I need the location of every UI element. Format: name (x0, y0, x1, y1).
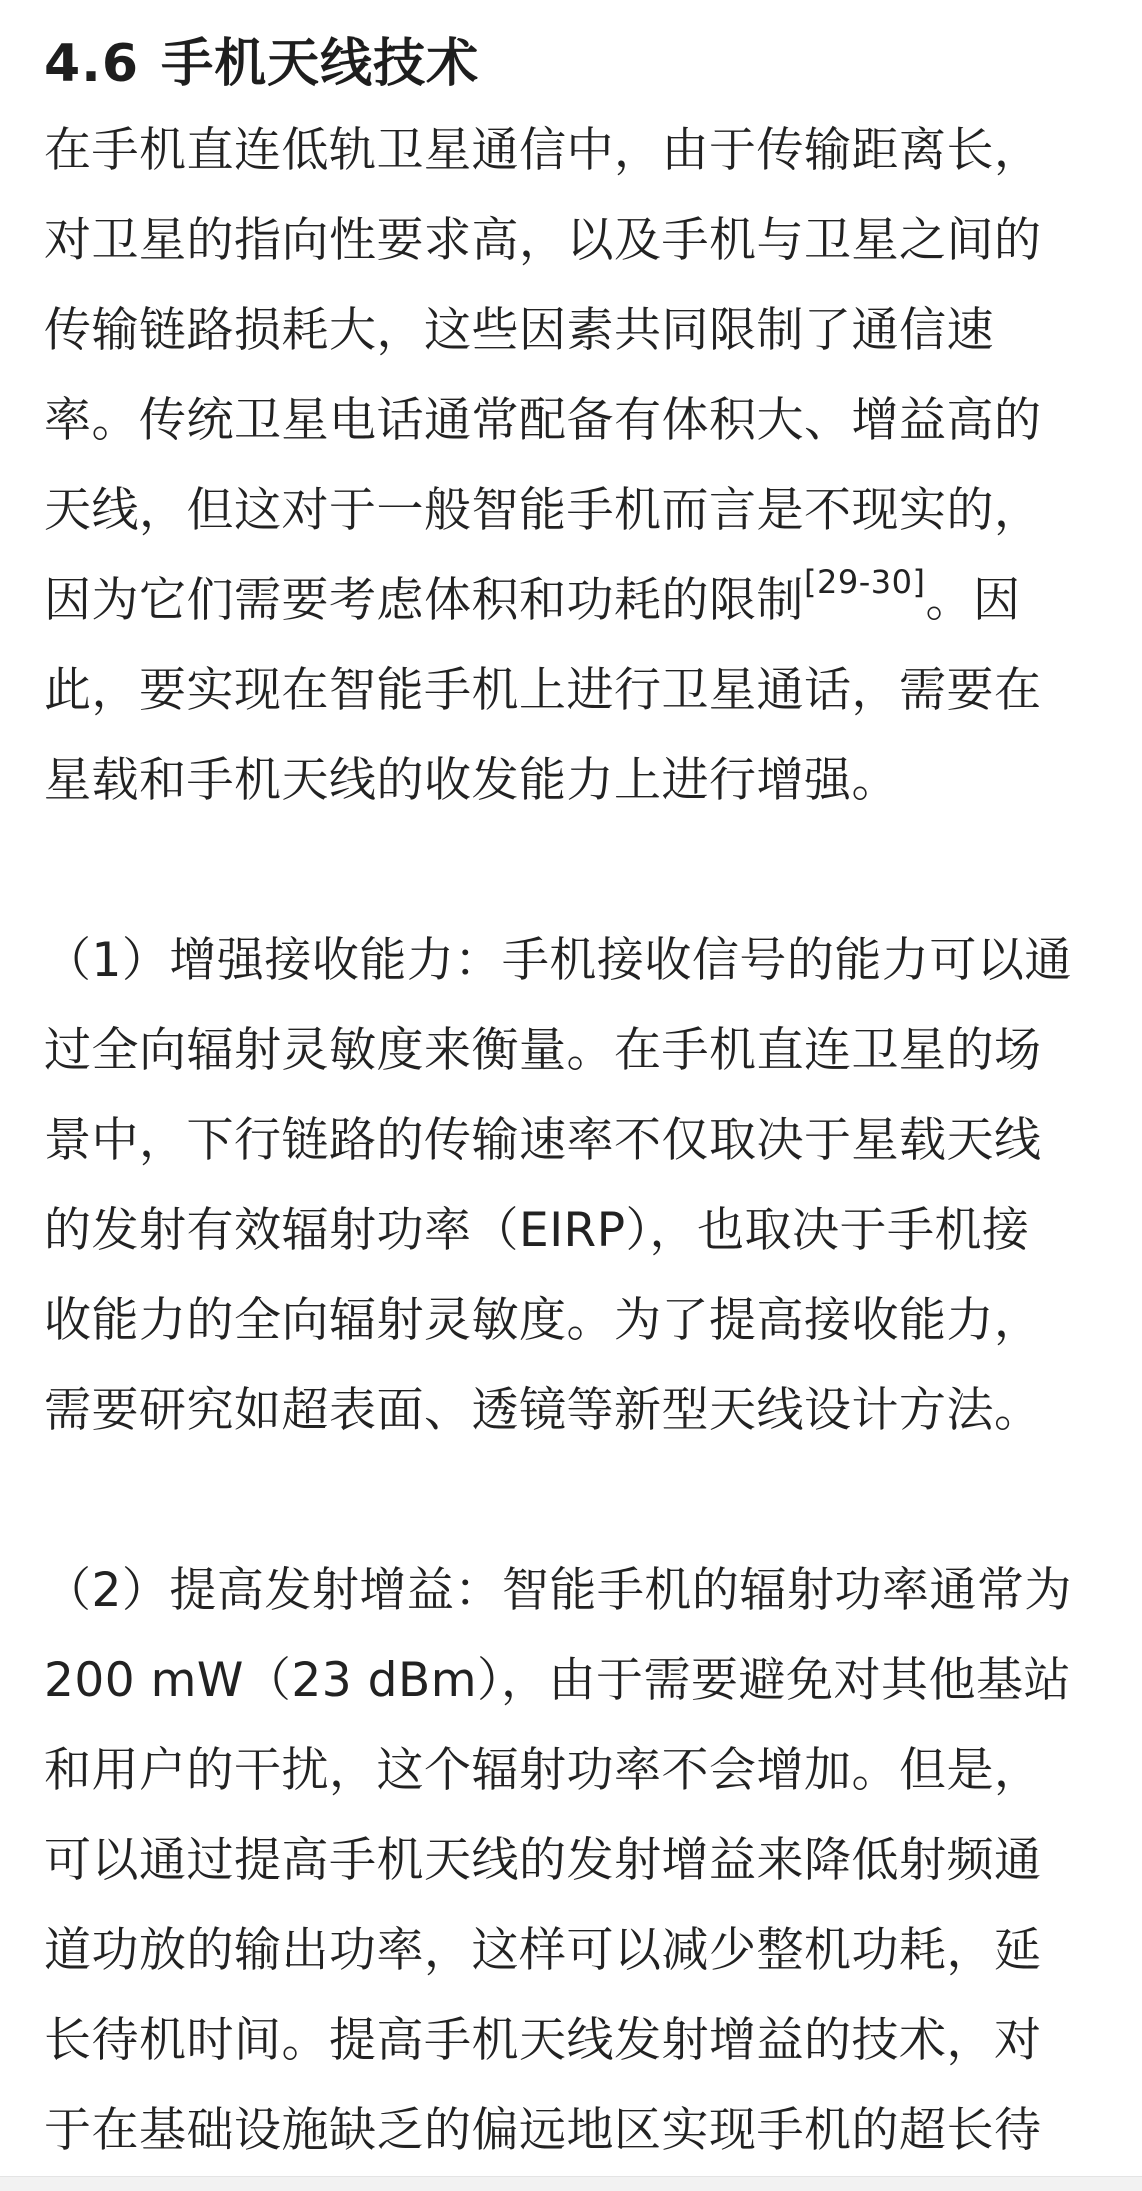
text-line: 传输链路损耗大，这些因素共同限制了通信速 (44, 303, 994, 358)
text-segment: 因为它们需要考虑体积和功耗的限制 (44, 573, 804, 628)
text-line: 率。传统卫星电话通常配备有体积大、增益高的 (44, 393, 1042, 448)
text-line: 对卫星的指向性要求高，以及手机与卫星之间的 (44, 213, 1042, 268)
text-line: 于在基础设施缺乏的偏远地区实现手机的超长待 (44, 2103, 1042, 2158)
text-line: 长待机时间。提高手机天线发射增益的技术，对 (44, 2013, 1042, 2068)
citation-ref[interactable]: [29-30] (804, 563, 926, 601)
section-title: 手机天线技术 (161, 34, 480, 94)
article-body (44, 22, 1104, 2176)
text-line: （2）提高发射增益：智能手机的辐射功率通常为 (44, 1563, 1072, 1618)
text-line: 此，要实现在智能手机上进行卫星通话，需要在 (44, 663, 1042, 718)
text-segment: 。因 (925, 573, 1021, 628)
text-line: 过全向辐射灵敏度来衡量。在手机直连卫星的场 (44, 1023, 1042, 1078)
text-line: （1）增强接收能力：手机接收信号的能力可以通 (44, 933, 1072, 988)
text-line-with-citation (44, 556, 1104, 646)
text-line: 的发射有效辐射功率（EIRP），也取决于手机接 (44, 1203, 1030, 1258)
text-line: 200 mW（23 dBm），由于需要避免对其他基站 (44, 1653, 1072, 1708)
text-line: 需要研究如超表面、透镜等新型天线设计方法。 (44, 1383, 1042, 1438)
section-number: 4.6 (44, 34, 140, 94)
paragraph-spacer (44, 1456, 1104, 1546)
paragraph-transmit-gain (44, 1546, 1104, 2176)
text-line: 天线，但这对于一般智能手机而言是不现实的， (44, 483, 1042, 538)
text-line: 在手机直连低轨卫星通信中，由于传输距离长， (44, 123, 1042, 178)
paragraph-intro (44, 106, 1104, 826)
text-line: 道功放的输出功率，这样可以减少整机功耗，延 (44, 1923, 1042, 1978)
section-heading (44, 22, 1104, 106)
paragraph-receive-capability (44, 916, 1104, 1456)
bottom-divider (0, 2176, 1142, 2191)
text-line: 和用户的干扰，这个辐射功率不会增加。但是， (44, 1743, 1042, 1798)
paragraph-spacer (44, 826, 1104, 916)
text-line: 收能力的全向辐射灵敏度。为了提高接收能力， (44, 1293, 1042, 1348)
text-line: 景中，下行链路的传输速率不仅取决于星载天线 (44, 1113, 1042, 1168)
text-line: 星载和手机天线的收发能力上进行增强。 (44, 753, 899, 808)
text-line: 可以通过提高手机天线的发射增益来降低射频通 (44, 1833, 1042, 1888)
